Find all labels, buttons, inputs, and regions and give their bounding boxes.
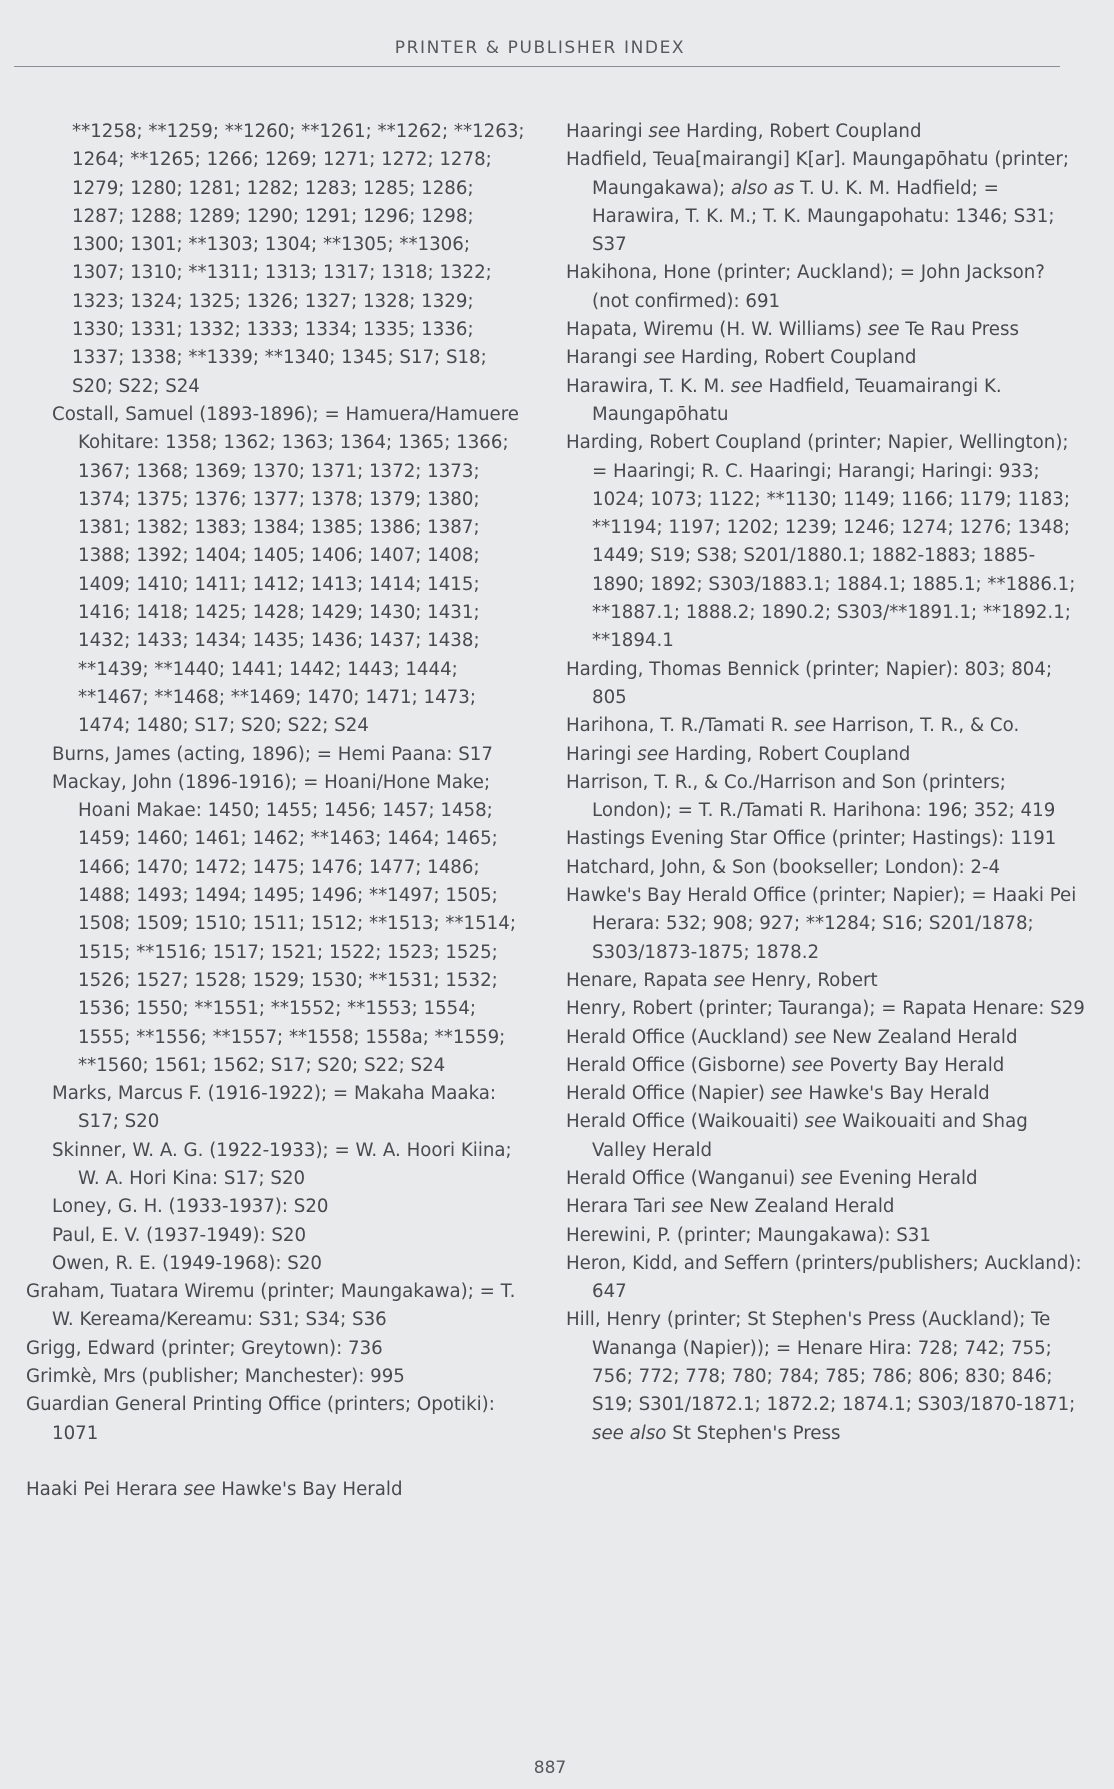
index-entry: Harrison, T. R., & Co./Harrison and Son (printers; London); = T. R./Tamati R. Harihona: 196; 352; 419	[566, 771, 1056, 822]
index-entry: Guardian General Printing Office (printers; Opotiki): 1071	[26, 1394, 495, 1444]
index-entry: Herara Tari see New Zealand Herald	[566, 1196, 895, 1218]
index-entry: Haringi see Harding, Robert Coupland	[566, 743, 911, 765]
index-entry: Hatchard, John, & Son (bookseller; London): 2-4	[566, 856, 1001, 878]
index-entry: Herald Office (Gisborne) see Poverty Bay Herald	[566, 1054, 1005, 1076]
index-entry: Herewini, P. (printer; Maungakawa): S31	[566, 1224, 931, 1246]
left-column	[26, 118, 526, 1504]
index-entry: Herald Office (Auckland) see New Zealand Herald	[566, 1026, 1018, 1048]
index-entry: Burns, James (acting, 1896); = Hemi Paana: S17	[52, 743, 493, 765]
index-entry: Hakihona, Hone (printer; Auckland); = John Jackson? (not confirmed): 691	[566, 262, 1045, 312]
header-rule	[14, 66, 1060, 67]
index-entry: Harangi see Harding, Robert Coupland	[566, 347, 917, 369]
index-entry: Henare, Rapata see Henry, Robert	[566, 969, 878, 991]
index-entry: Herald Office (Napier) see Hawke's Bay Herald	[566, 1083, 990, 1105]
index-entry: Herald Office (Waikouaiti) see Waikouaiti and Shag Valley Herald	[566, 1111, 1028, 1161]
index-entry: Hadfield, Teua[mairangi] K[ar]. Maungapōhatu (printer; Maungakawa); also as T. U. K. M. Hadfield; = Harawira, T. K. M.; T. K. Maungapohatu: 1346; S31; S37	[566, 149, 1069, 256]
index-entry: Hapata, Wiremu (H. W. Williams) see Te Rau Press	[566, 319, 1019, 341]
index-entry: Costall, Samuel (1893-1896); = Hamuera/Hamuere Kohitare: 1358; 1362; 1363; 1364; 1365; 1366; 1367; 1368; 1369; 1370; 1371; 1372; 1373; 1374; 1375; 1376; 1377; 1378; 1379; 1380; 1381; 1382; 1383; 1384; 1385; 1386; 1387; 1388; 1392; 1404; 1405; 1406; 1407; 1408; 1409; 1410; 1411; 1412; 1413; 1414; 1415; 1416; 1418; 1425; 1428; 1429; 1430; 1431; 1432; 1433; 1434; 1435; 1436; 1437; 1438; **1439; **1440; 1441; 1442; 1443; 1444; **1467; **1468; **1469; 1470; 1471; 1473; 1474; 1480; S17; S20; S22; S24	[52, 403, 519, 737]
index-entry: Haaki Pei Herara see Hawke's Bay Herald	[26, 1478, 403, 1500]
page-number: 887	[533, 1758, 567, 1778]
index-entry: Mackay, John (1896-1916); = Hoani/Hone Make; Hoani Makae: 1450; 1455; 1456; 1457; 1458; 1459; 1460; 1461; 1462; **1463; 1464; 1465; 1466; 1470; 1472; 1475; 1476; 1477; 1486; 1488; 1493; 1494; 1495; 1496; **1497; 1505; 1508; 1509; 1510; 1511; 1512; **1513; **1514; 1515; **1516; 1517; 1521; 1522; 1523; 1525; 1526; 1527; 1528; 1529; 1530; **1531; 1532; 1536; 1550; **1551; **1552; **1553; 1554; 1555; **1556; **1557; **1558; 1558a; **1559; **1560; 1561; 1562; S17; S20; S22; S24	[52, 771, 516, 1076]
index-entry: Hawke's Bay Herald Office (printer; Napier); = Haaki Pei Herara: 532; 908; 927; **1284; S16; S201/1878; S303/1873-1875; 1878.2	[566, 885, 1077, 963]
index-entry: Marks, Marcus F. (1916-1922); = Makaha Maaka: S17; S20	[52, 1083, 497, 1133]
index-entry: Haaringi see Harding, Robert Coupland	[566, 121, 922, 142]
index-entry: Hill, Henry (printer; St Stephen's Press (Auckland); Te Wananga (Napier)); = Henare Hira: 728; 742; 755; 756; 772; 778; 780; 784; 785; 786; 806; 830; 846; S19; S301/1872.1; 1872.2; 1874.1; S303/1870-1871; see also St Stephen's Press	[566, 1309, 1076, 1444]
index-entry: Heron, Kidd, and Seffern (printers/publishers; Auckland): 647	[566, 1252, 1082, 1303]
index-entry: Owen, R. E. (1949-1968): S20	[52, 1252, 322, 1274]
right-column	[566, 118, 1086, 1448]
index-entry: Graham, Tuatara Wiremu (printer; Maungakawa); = T. W. Kereama/Kereamu: S31; S34; S36	[26, 1281, 516, 1331]
index-entry: Henry, Robert (printer; Tauranga); = Rapata Henare: S29	[566, 998, 1085, 1020]
index-entry: Hastings Evening Star Office (printer; Hastings): 1191	[566, 828, 1057, 850]
index-entry: Harding, Robert Coupland (printer; Napier, Wellington); = Haaringi; R. C. Haaringi; Harangi; Haringi: 933; 1024; 1073; 1122; **1130; 1149; 1166; 1179; 1183; **1194; 1197; 1202; 1239; 1246; 1274; 1276; 1348; 1449; S19; S38; S201/1880.1; 1882-1883; 1885-1890; 1892; S303/1883.1; 1884.1; 1885.1; **1886.1; **1887.1; 1888.2; 1890.2; S303/**1891.1; **1892.1; **1894.1	[566, 432, 1076, 652]
running-header: PRINTER & PUBLISHER INDEX	[394, 38, 686, 58]
index-entry: Skinner, W. A. G. (1922-1933); = W. A. Hoori Kiina; W. A. Hori Kina: S17; S20	[52, 1139, 512, 1189]
index-entry: Harawira, T. K. M. see Hadfield, Teuamairangi K. Maungapōhatu	[566, 375, 1002, 425]
index-entry: Herald Office (Wanganui) see Evening Herald	[566, 1167, 978, 1189]
index-entry: **1258; **1259; **1260; **1261; **1262; **1263; 1264; **1265; 1266; 1269; 1271; 1272; 1278; 1279; 1280; 1281; 1282; 1283; 1285; 1286; 1287; 1288; 1289; 1290; 1291; 1296; 1298; 1300; 1301; **1303; 1304; **1305; **1306; 1307; 1310; **1311; 1313; 1317; 1318; 1322; 1323; 1324; 1325; 1326; 1327; 1328; 1329; 1330; 1331; 1332; 1333; 1334; 1335; 1336; 1337; 1338; **1339; **1340; 1345; S17; S18; S20; S22; S24	[72, 121, 525, 397]
index-entry: Grigg, Edward (printer; Greytown): 736	[26, 1337, 383, 1359]
index-entry: Paul, E. V. (1937-1949): S20	[52, 1224, 307, 1246]
index-entry: Grimkè, Mrs (publisher; Manchester): 995	[26, 1366, 405, 1388]
index-entry: Harding, Thomas Bennick (printer; Napier): 803; 804; 805	[566, 658, 1053, 708]
index-entry: Harihona, T. R./Tamati R. see Harrison, T. R., & Co.	[566, 715, 1020, 737]
index-entry: Loney, G. H. (1933-1937): S20	[52, 1196, 329, 1218]
